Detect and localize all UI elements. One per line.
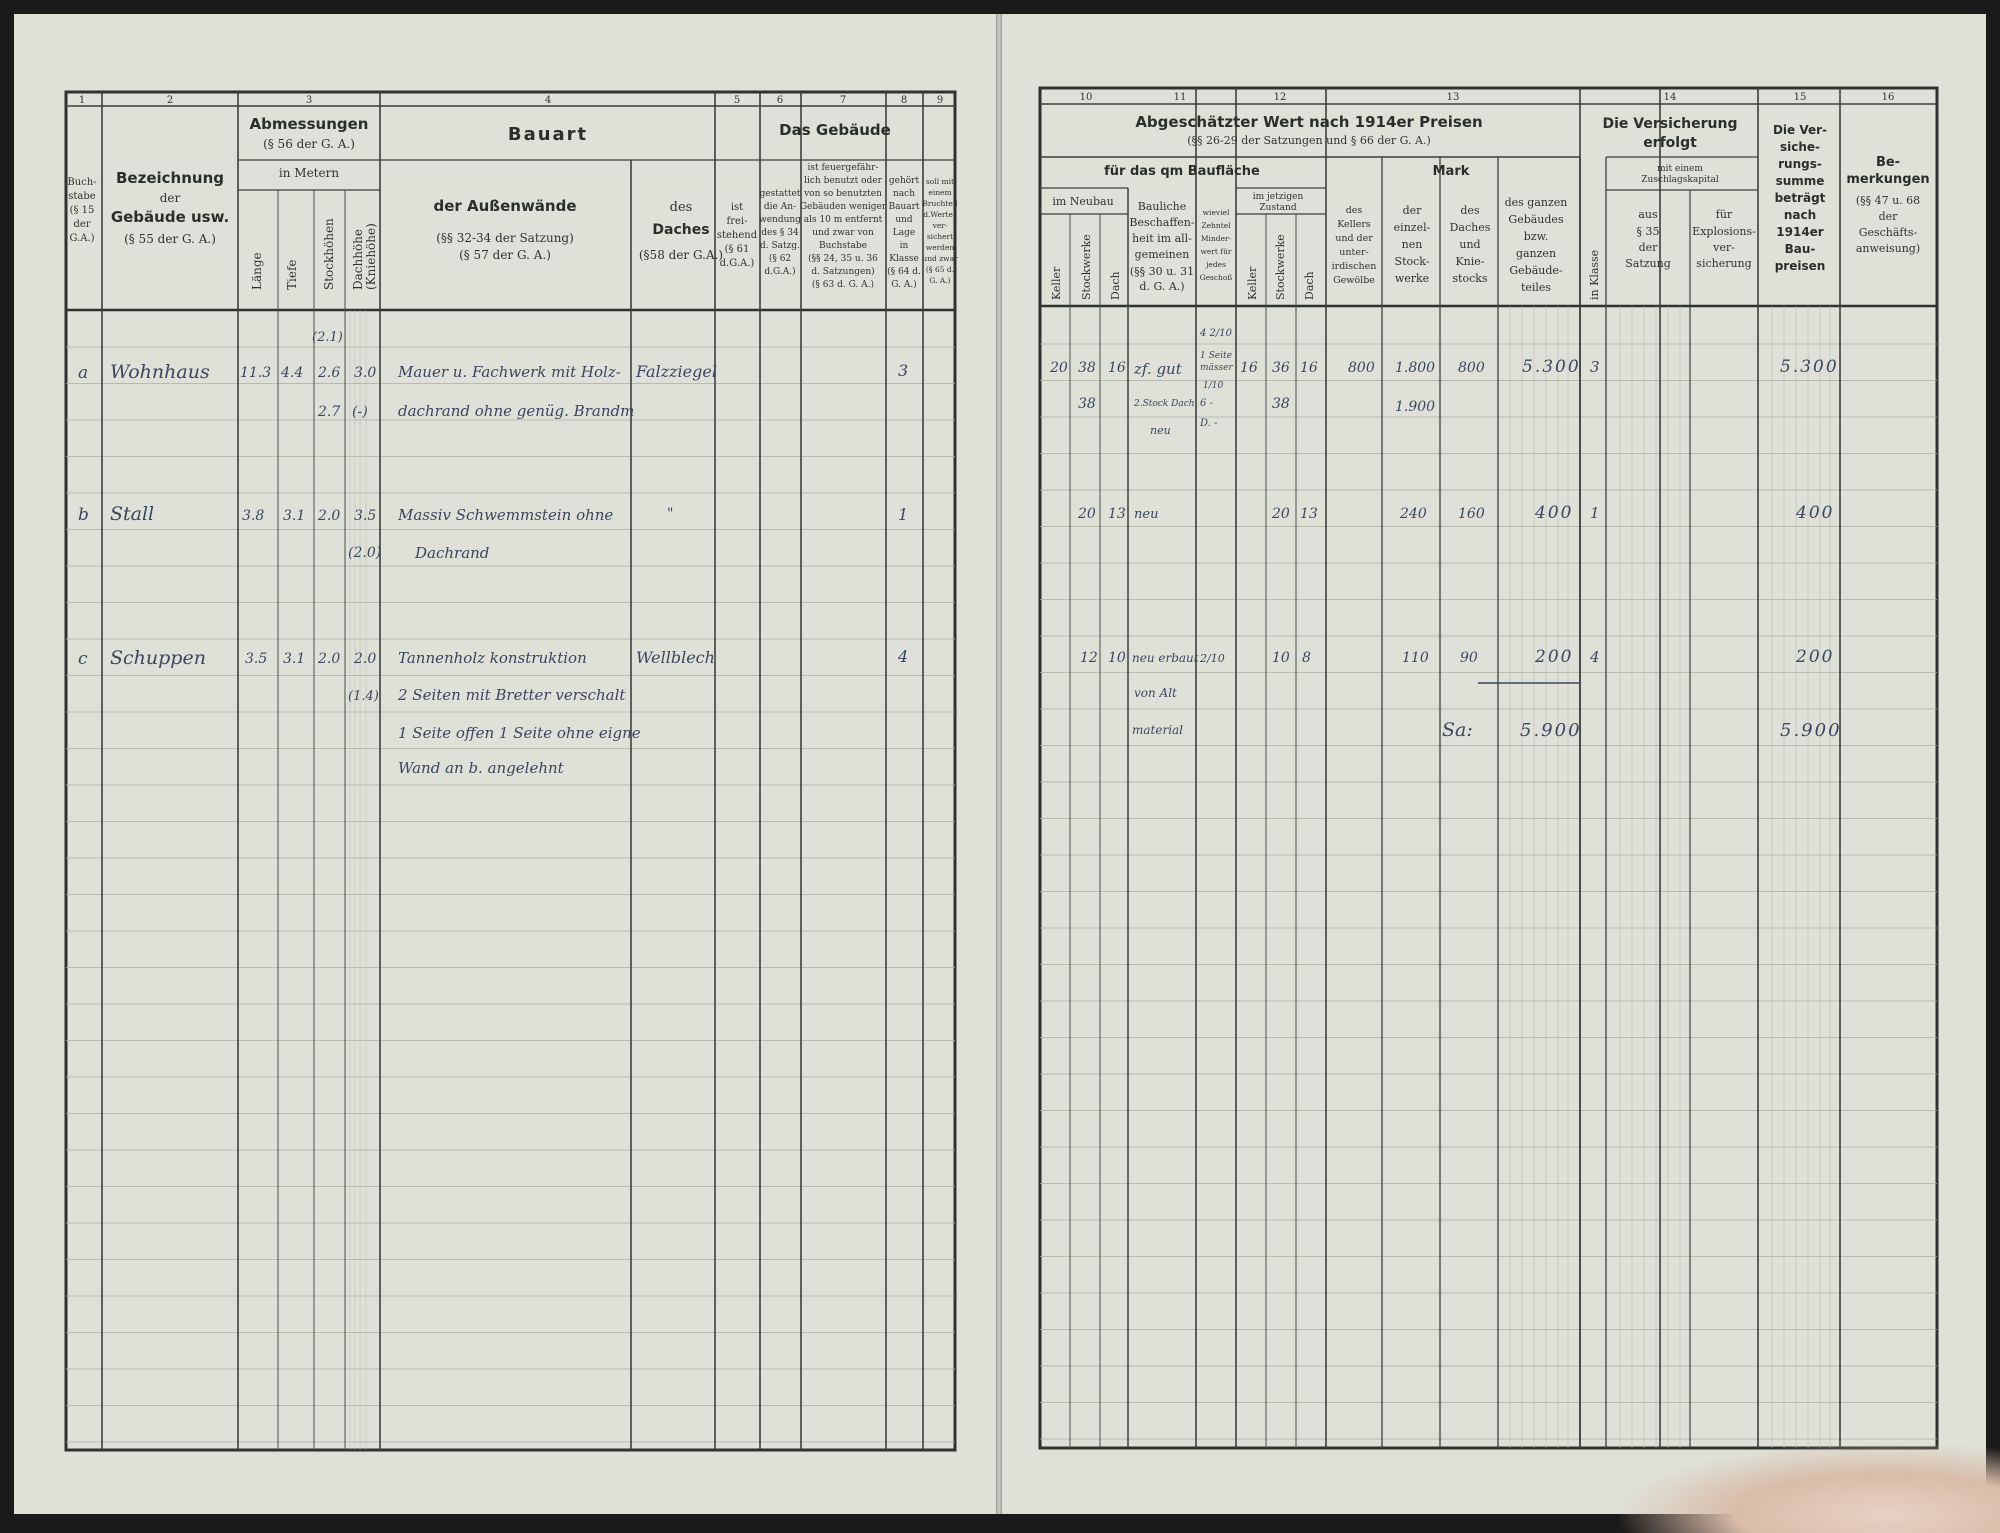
des-daches-header bbox=[1450, 204, 1491, 285]
row-a-wall2: dachrand ohne genüg. Brandm bbox=[398, 402, 635, 420]
svg-text:Minder-: Minder- bbox=[1200, 234, 1232, 243]
svg-text:preisen: preisen bbox=[1774, 259, 1826, 273]
svg-text:werden: werden bbox=[925, 243, 955, 252]
svg-text:Explosions-: Explosions- bbox=[1692, 225, 1756, 238]
row-a-name: Wohnhaus bbox=[110, 361, 210, 383]
svg-text:wieviel: wieviel bbox=[1202, 208, 1230, 217]
svg-text:der: der bbox=[159, 191, 181, 205]
svg-text:der Außenwände: der Außenwände bbox=[433, 197, 577, 215]
svg-text:anweisung): anweisung) bbox=[1855, 242, 1921, 255]
explosion-header bbox=[1692, 208, 1756, 270]
svg-text:Zustand: Zustand bbox=[1259, 203, 1297, 213]
svg-text:des: des bbox=[1460, 204, 1480, 217]
r-c-bauliche3: material bbox=[1132, 723, 1184, 737]
svg-text:Be-: Be- bbox=[1875, 155, 1901, 170]
svg-text:des ganzen: des ganzen bbox=[1504, 196, 1568, 209]
svg-text:die An-: die An- bbox=[763, 202, 797, 212]
r-c-m-dach: 90 bbox=[1460, 650, 1478, 666]
svg-text:unter-: unter- bbox=[1339, 247, 1369, 258]
svg-text:von so benutzten: von so benutzten bbox=[804, 189, 882, 199]
svg-text:teiles: teiles bbox=[1520, 281, 1552, 294]
svg-text:der: der bbox=[1402, 204, 1422, 217]
klasse-header bbox=[887, 176, 921, 290]
jetzt-stockwerke-header: Stockwerke bbox=[1274, 234, 1287, 300]
r-a-summe: 5.300 bbox=[1780, 357, 1839, 377]
col-num-11: 11 bbox=[1173, 92, 1187, 103]
r-c-summe: 200 bbox=[1796, 647, 1835, 667]
col-num-8: 8 bbox=[900, 95, 908, 106]
svg-text:G. A.): G. A.) bbox=[891, 280, 917, 290]
svg-text:lich benutzt oder: lich benutzt oder bbox=[804, 176, 882, 186]
r-a-m-dach: 800 bbox=[1458, 360, 1485, 376]
svg-text:Die Versicherung: Die Versicherung bbox=[1602, 116, 1738, 132]
svg-text:ist feuergefähr-: ist feuergefähr- bbox=[807, 163, 879, 173]
svg-text:Daches: Daches bbox=[652, 222, 710, 238]
row-c-letter: c bbox=[78, 649, 88, 669]
dachhoehe-header: Dachhöhe bbox=[351, 228, 365, 290]
svg-text:d.Wertes: d.Wertes bbox=[923, 210, 957, 219]
svg-text:(§ 62: (§ 62 bbox=[768, 254, 792, 264]
r-a-j-dach: 16 bbox=[1300, 360, 1318, 376]
summe-header bbox=[1773, 123, 1827, 273]
r-a-bauliche3: neu bbox=[1150, 424, 1171, 437]
col-num-2: 2 bbox=[166, 95, 174, 106]
r-b-stock: 20 bbox=[1078, 506, 1096, 522]
svg-text:einzel-: einzel- bbox=[1393, 221, 1431, 234]
row-a-klasse: 3 bbox=[898, 361, 909, 380]
r-a-zehntel5: 6 - bbox=[1200, 398, 1213, 409]
row-c-name: Schuppen bbox=[110, 647, 206, 669]
r-a-klasse: 3 bbox=[1590, 358, 1600, 376]
wieviel-header bbox=[1200, 208, 1233, 282]
svg-text:d.G.A.): d.G.A.) bbox=[764, 267, 796, 277]
r-a-m-keller: 800 bbox=[1348, 360, 1375, 376]
aus-satzung-header bbox=[1625, 208, 1671, 270]
r-a-stock2: 38 bbox=[1078, 396, 1096, 412]
jetzt-dach-header: Dach bbox=[1303, 271, 1316, 300]
total-value: 5.900 bbox=[1520, 720, 1582, 741]
neubau-dach-header: Dach bbox=[1109, 271, 1122, 300]
stockhoehen-header: Stockhöhen bbox=[322, 218, 336, 290]
svg-text:G. A.): G. A.) bbox=[929, 276, 951, 285]
svg-text:und der: und der bbox=[1335, 233, 1373, 244]
r-c-klasse: 4 bbox=[1590, 648, 1600, 666]
svg-text:und zwar: und zwar bbox=[922, 254, 958, 263]
svg-text:Lage: Lage bbox=[892, 228, 916, 238]
svg-text:Stock-: Stock- bbox=[1394, 255, 1430, 268]
svg-text:der: der bbox=[1638, 241, 1658, 254]
r-c-bauliche2: von Alt bbox=[1134, 686, 1177, 700]
svg-text:des: des bbox=[669, 200, 693, 215]
svg-text:Gewölbe: Gewölbe bbox=[1333, 275, 1375, 286]
svg-text:Bauliche: Bauliche bbox=[1137, 200, 1187, 213]
svg-text:für: für bbox=[1715, 208, 1733, 221]
row-b-stock: 2.0 bbox=[318, 508, 341, 524]
r-a-zehntel: 4 2/10 bbox=[1200, 328, 1232, 339]
r-b-summe: 400 bbox=[1796, 503, 1835, 523]
jetzigen-header bbox=[1253, 192, 1304, 213]
r-b-ganz: 400 bbox=[1535, 503, 1574, 523]
row-c-wall1: Tannenholz konstruktion bbox=[398, 649, 587, 667]
svg-text:Gebäudes: Gebäudes bbox=[1508, 213, 1564, 226]
svg-text:Die Ver-: Die Ver- bbox=[1772, 123, 1828, 137]
abmessungen-header bbox=[250, 115, 369, 180]
svg-text:(§§ 30 u. 31: (§§ 30 u. 31 bbox=[1129, 265, 1195, 278]
svg-text:Bau-: Bau- bbox=[1784, 242, 1816, 256]
des-ganzen-header bbox=[1505, 196, 1568, 294]
qm-title: für das qm Baufläche bbox=[1104, 164, 1260, 179]
col-num-9: 9 bbox=[936, 95, 944, 106]
r-b-dach: 13 bbox=[1108, 506, 1126, 522]
svg-text:Daches: Daches bbox=[1449, 221, 1491, 234]
bruchteil-header bbox=[922, 177, 958, 285]
svg-text:(§§ 32-34 der Satzung): (§§ 32-34 der Satzung) bbox=[436, 231, 574, 245]
svg-text:einem: einem bbox=[928, 188, 952, 197]
svg-text:Beschaffen-: Beschaffen- bbox=[1129, 216, 1195, 229]
svg-text:Gebäude-: Gebäude- bbox=[1509, 264, 1563, 277]
svg-text:sicherung: sicherung bbox=[1696, 257, 1752, 270]
r-c-j-stock: 10 bbox=[1272, 650, 1290, 666]
row-b-wall1: Massiv Schwemmstein ohne bbox=[398, 506, 614, 524]
r-a-zehntel6: D. - bbox=[1200, 418, 1218, 429]
svg-text:Bruchteil: Bruchteil bbox=[922, 199, 958, 208]
svg-text:§ 35: § 35 bbox=[1636, 225, 1660, 238]
svg-text:der: der bbox=[1878, 210, 1898, 223]
row-b-name: Stall bbox=[110, 503, 155, 525]
svg-text:im jetzigen: im jetzigen bbox=[1252, 192, 1304, 202]
r-c-dach: 10 bbox=[1108, 650, 1126, 666]
daches-header bbox=[639, 200, 723, 262]
svg-text:ganzen: ganzen bbox=[1515, 247, 1557, 260]
r-a-ganz: 5.300 bbox=[1522, 357, 1581, 377]
svg-text:summe: summe bbox=[1775, 174, 1825, 188]
svg-text:(§ 61: (§ 61 bbox=[724, 244, 750, 255]
tiefe-header: Tiefe bbox=[285, 259, 299, 290]
svg-text:nen: nen bbox=[1401, 238, 1423, 251]
row-a-tiefe: 4.4 bbox=[281, 365, 304, 381]
svg-text:sichert: sichert bbox=[926, 232, 954, 241]
r-c-stock: 12 bbox=[1080, 650, 1098, 666]
laenge-header: Länge bbox=[250, 252, 264, 290]
col-num-16: 16 bbox=[1881, 92, 1895, 103]
svg-text:des: des bbox=[1345, 205, 1363, 216]
r-b-j-stock: 20 bbox=[1272, 506, 1290, 522]
svg-text:irdischen: irdischen bbox=[1331, 261, 1377, 272]
svg-text:d.G.A.): d.G.A.) bbox=[719, 258, 755, 269]
svg-text:frei-: frei- bbox=[726, 216, 748, 227]
svg-text:beträgt: beträgt bbox=[1774, 191, 1826, 205]
svg-text:in: in bbox=[899, 241, 909, 251]
row-c-dach2: (1.4) bbox=[348, 689, 379, 704]
svg-text:d. Satzungen): d. Satzungen) bbox=[811, 267, 875, 277]
row-a-wall1: Mauer u. Fachwerk mit Holz- bbox=[398, 363, 621, 381]
svg-text:der: der bbox=[73, 219, 91, 230]
row-c-klasse: 4 bbox=[898, 647, 909, 666]
svg-text:d. G. A.): d. G. A.) bbox=[1139, 280, 1185, 293]
gestattet-header bbox=[759, 189, 801, 277]
col-num-5: 5 bbox=[733, 95, 741, 106]
r-c-m-stock: 110 bbox=[1402, 650, 1429, 666]
bemerkungen-header bbox=[1846, 155, 1929, 255]
row-c-tiefe: 3.1 bbox=[283, 651, 306, 667]
row-c-wall4: Wand an b. angelehnt bbox=[398, 759, 564, 777]
svg-text:gemeinen: gemeinen bbox=[1134, 248, 1190, 261]
r-b-j-dach: 13 bbox=[1300, 506, 1318, 522]
svg-text:Buchstabe: Buchstabe bbox=[819, 241, 867, 251]
row-b-klasse: 1 bbox=[898, 505, 909, 524]
row-a-roof: Falzziegel bbox=[636, 362, 717, 381]
svg-text:Bauart: Bauart bbox=[888, 202, 920, 212]
bezeichnung-header bbox=[111, 169, 229, 246]
col-num-7: 7 bbox=[839, 95, 847, 106]
versicherung-header bbox=[1602, 116, 1737, 151]
col-num-3: 3 bbox=[305, 95, 313, 106]
svg-text:Satzung: Satzung bbox=[1625, 257, 1671, 270]
svg-text:mit einem: mit einem bbox=[1657, 164, 1703, 174]
mark-title: Mark bbox=[1432, 164, 1470, 179]
svg-text:(§§ 47 u. 68: (§§ 47 u. 68 bbox=[1855, 194, 1921, 207]
r-a-keller: 20 bbox=[1050, 360, 1068, 376]
svg-text:d. Satzg.: d. Satzg. bbox=[760, 241, 800, 251]
row-a-stock2: 2.7 bbox=[318, 404, 341, 420]
svg-text:und: und bbox=[895, 215, 913, 225]
svg-text:(§§ 24, 35 u. 36: (§§ 24, 35 u. 36 bbox=[808, 254, 878, 264]
main-title: Abgeschätzter Wert nach 1914er Preisen bbox=[1135, 113, 1483, 131]
svg-text:erfolgt: erfolgt bbox=[1643, 135, 1697, 151]
svg-text:(§ 65 d.: (§ 65 d. bbox=[925, 265, 955, 274]
kniehoehe-header: (Kniehöhe) bbox=[364, 223, 378, 290]
svg-text:stehend: stehend bbox=[716, 230, 758, 241]
r-c-j-dach: 8 bbox=[1302, 650, 1311, 666]
r-a-zehntel4: 1/10 bbox=[1203, 381, 1224, 391]
des-kellers-header bbox=[1332, 205, 1377, 286]
im-neubau: im Neubau bbox=[1052, 195, 1114, 208]
col-num-13: 13 bbox=[1446, 92, 1460, 103]
col-num-6: 6 bbox=[776, 95, 784, 106]
in-klasse-header: in Klasse bbox=[1588, 249, 1601, 300]
svg-text:werke: werke bbox=[1394, 272, 1430, 285]
svg-text:heit im all-: heit im all- bbox=[1132, 232, 1192, 245]
svg-text:Klasse: Klasse bbox=[889, 254, 919, 264]
svg-text:Geschoß: Geschoß bbox=[1199, 273, 1233, 282]
r-a-j-stock: 36 bbox=[1272, 360, 1290, 376]
feuergefaehrlich-header bbox=[800, 163, 887, 290]
svg-text:(§ 57 der G. A.): (§ 57 der G. A.) bbox=[459, 248, 551, 262]
row-b-dach2: (2.0) bbox=[348, 545, 382, 561]
svg-text:(§ 64 d.: (§ 64 d. bbox=[887, 267, 921, 277]
row-b-dach: 3.5 bbox=[354, 508, 377, 524]
col-num-4: 4 bbox=[544, 95, 552, 106]
svg-text:Knie-: Knie- bbox=[1455, 255, 1485, 268]
freistehend-header bbox=[717, 202, 758, 269]
col-num-10: 10 bbox=[1079, 92, 1093, 103]
row-c-dach: 2.0 bbox=[354, 651, 377, 667]
svg-text:ist: ist bbox=[730, 202, 744, 213]
svg-text:jedes: jedes bbox=[1206, 260, 1226, 269]
bauliche-header bbox=[1129, 200, 1194, 293]
gebaeude-title: Das Gebäude bbox=[779, 121, 891, 139]
svg-text:G.A.): G.A.) bbox=[69, 233, 95, 244]
r-c-ganz: 200 bbox=[1535, 647, 1574, 667]
r-a-zehntel2: 1 Seite bbox=[1200, 351, 1232, 361]
svg-text:Buch-: Buch- bbox=[67, 177, 97, 188]
col-num-15: 15 bbox=[1793, 92, 1807, 103]
row-c-wall2: 2 Seiten mit Bretter verschalt bbox=[398, 686, 626, 704]
svg-text:stabe: stabe bbox=[68, 191, 96, 202]
svg-text:(§ 56 der G. A.): (§ 56 der G. A.) bbox=[263, 137, 355, 151]
svg-text:Zuschlagskapital: Zuschlagskapital bbox=[1641, 175, 1719, 185]
r-a-dach: 16 bbox=[1108, 360, 1126, 376]
row-c-laenge: 3.5 bbox=[245, 651, 268, 667]
svg-text:ver-: ver- bbox=[1713, 241, 1735, 254]
r-a-bauliche2: 2.Stock Dach bbox=[1134, 399, 1195, 409]
buchstabe-header bbox=[67, 177, 96, 244]
r-a-j-keller: 16 bbox=[1240, 360, 1258, 376]
svg-text:Zehntel: Zehntel bbox=[1201, 221, 1231, 230]
r-c-zehntel: 2/10 bbox=[1200, 652, 1225, 665]
col-num-14: 14 bbox=[1663, 92, 1677, 103]
svg-text:in Metern: in Metern bbox=[278, 166, 340, 180]
svg-text:gehört: gehört bbox=[888, 176, 920, 186]
total-summe: 5.900 bbox=[1780, 720, 1842, 741]
svg-text:gestattet: gestattet bbox=[759, 189, 801, 199]
svg-text:Kellers: Kellers bbox=[1337, 219, 1371, 230]
row-a-letter: a bbox=[78, 363, 89, 383]
col-num-12: 12 bbox=[1273, 92, 1287, 103]
col-num-1: 1 bbox=[78, 95, 86, 106]
aussenwaende-header bbox=[433, 197, 576, 262]
svg-text:ver-: ver- bbox=[932, 221, 948, 230]
svg-text:wert für: wert für bbox=[1200, 247, 1232, 256]
svg-text:(§ 63 d. G. A.): (§ 63 d. G. A.) bbox=[811, 280, 875, 290]
svg-text:bzw.: bzw. bbox=[1523, 230, 1549, 243]
svg-text:(§ 55 der G. A.): (§ 55 der G. A.) bbox=[124, 232, 216, 246]
row-a-laenge: 11.3 bbox=[240, 365, 272, 381]
r-a-j-stock2: 38 bbox=[1272, 396, 1290, 412]
svg-text:nach: nach bbox=[1783, 208, 1817, 222]
bauart-title: Bauart bbox=[507, 124, 589, 145]
svg-text:nach: nach bbox=[893, 189, 915, 199]
r-a-m-stock2: 1.900 bbox=[1395, 399, 1436, 415]
row-a-dach2: (-) bbox=[352, 404, 368, 420]
r-c-bauliche: neu erbaut bbox=[1132, 651, 1199, 665]
r-b-m-dach: 160 bbox=[1458, 506, 1485, 522]
svg-text:(§ 15: (§ 15 bbox=[69, 205, 95, 216]
row-b-laenge: 3.8 bbox=[242, 508, 265, 524]
r-a-bauliche: zf. gut bbox=[1134, 360, 1182, 378]
neubau-stockwerke-header: Stockwerke bbox=[1080, 234, 1093, 300]
r-b-bauliche: neu bbox=[1134, 507, 1159, 522]
svg-text:rungs-: rungs- bbox=[1778, 157, 1822, 171]
svg-text:und zwar von: und zwar von bbox=[812, 228, 874, 238]
row-c-wall3: 1 Seite offen 1 Seite ohne eigne bbox=[398, 724, 641, 742]
svg-text:merkungen: merkungen bbox=[1846, 172, 1930, 187]
total-label: Sa: bbox=[1442, 719, 1473, 741]
svg-text:Bezeichnung: Bezeichnung bbox=[116, 169, 224, 187]
svg-text:Abmessungen: Abmessungen bbox=[249, 115, 369, 133]
main-ref: (§§ 26-29 der Satzungen und § 66 der G. A.) bbox=[1187, 134, 1431, 147]
svg-text:wendung: wendung bbox=[759, 215, 801, 225]
r-b-klasse: 1 bbox=[1590, 504, 1600, 522]
row-c-roof: Wellblech bbox=[636, 648, 715, 667]
row-a-stock: 2.6 bbox=[318, 365, 341, 381]
svg-text:Geschäfts-: Geschäfts- bbox=[1858, 226, 1918, 239]
svg-text:als 10 m entfernt: als 10 m entfernt bbox=[803, 215, 883, 225]
jetzt-keller-header: Keller bbox=[1246, 266, 1259, 300]
r-b-m-stock: 240 bbox=[1400, 506, 1427, 522]
row-a-stock-top: (2.1) bbox=[312, 330, 343, 345]
svg-text:soll mit: soll mit bbox=[925, 177, 955, 186]
svg-text:1914er: 1914er bbox=[1776, 225, 1824, 239]
row-b-tiefe: 3.1 bbox=[283, 508, 306, 524]
svg-text:siche-: siche- bbox=[1779, 140, 1821, 154]
svg-text:und: und bbox=[1459, 238, 1481, 251]
r-a-m-stock: 1.800 bbox=[1395, 360, 1436, 376]
row-a-dach: 3.0 bbox=[354, 365, 377, 381]
svg-text:Gebäuden weniger: Gebäuden weniger bbox=[799, 202, 887, 212]
svg-text:(§58 der G.A.): (§58 der G.A.) bbox=[638, 248, 724, 262]
row-b-wall2: Dachrand bbox=[415, 544, 490, 562]
row-c-stock: 2.0 bbox=[318, 651, 341, 667]
r-a-stock: 38 bbox=[1078, 360, 1096, 376]
der-einzelnen-header bbox=[1394, 204, 1431, 285]
svg-text:Gebäude usw.: Gebäude usw. bbox=[110, 208, 230, 226]
svg-text:des § 34: des § 34 bbox=[761, 228, 799, 238]
svg-text:aus: aus bbox=[1638, 208, 1658, 221]
hand-shadow bbox=[1620, 1443, 2000, 1533]
row-b-roof: " bbox=[667, 506, 674, 522]
r-a-zehntel3: mässer bbox=[1200, 363, 1233, 373]
row-b-letter: b bbox=[78, 505, 89, 525]
neubau-keller-header: Keller bbox=[1050, 266, 1063, 300]
zuschlag-header bbox=[1641, 164, 1719, 185]
svg-text:stocks: stocks bbox=[1452, 272, 1488, 285]
